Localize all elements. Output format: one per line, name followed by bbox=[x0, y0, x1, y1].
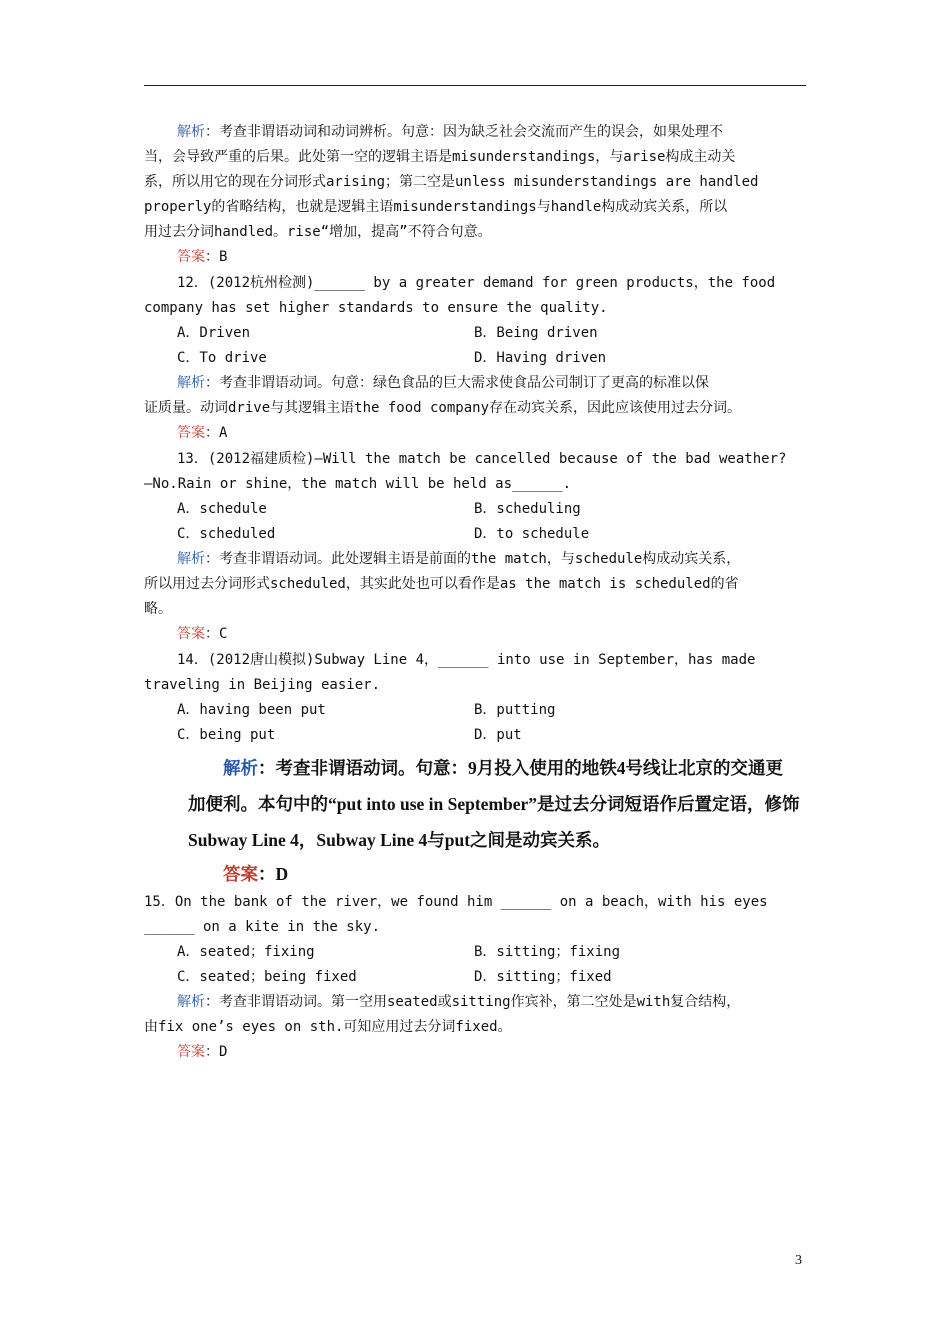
explanation-label: 解析 bbox=[177, 551, 205, 567]
q14-explanation-line-2: 加便利。本句中的“put into use in September”是过去分词短语作后置定语，修饰 bbox=[188, 794, 800, 814]
q14-options-row-1 bbox=[177, 698, 845, 723]
option-c: C．To drive bbox=[177, 350, 267, 366]
q11-explanation-line-2: 当，会导致严重的后果。此处第一空的逻辑主语是misunderstandings，与arise构成主动关 bbox=[144, 149, 736, 165]
q11-explanation-line-1: 解析：考查非谓语动词和动词辨析。句意：因为缺乏社会交流而产生的误会，如果处理不 bbox=[177, 124, 723, 140]
q15-explanation-line-2: 由fix one’s eyes on sth.可知应用过去分词fixed。 bbox=[144, 1019, 512, 1035]
option-b: B．sitting；fixing bbox=[474, 944, 621, 960]
q14-stem-line-2: traveling in Beijing easier. bbox=[144, 677, 381, 693]
option-a: A．seated；fixing bbox=[177, 944, 315, 960]
answer-label: 答案 bbox=[177, 626, 205, 642]
q15-options-row-1 bbox=[177, 940, 845, 965]
option-d: D．to schedule bbox=[474, 526, 590, 542]
q13-options-row-2 bbox=[177, 522, 845, 547]
q13-explanation-line-3: 略。 bbox=[144, 601, 172, 617]
q13-explanation-line-2: 所以用过去分词形式scheduled，其实此处也可以看作是as the match is scheduled的省 bbox=[144, 576, 739, 592]
explanation-label: 解析 bbox=[177, 124, 205, 140]
option-a: A．having been put bbox=[177, 702, 326, 718]
q14-stem-line-1: 14．(2012唐山模拟)Subway Line 4，______ into use in September，has made bbox=[177, 652, 756, 668]
q13-stem-line-2: —No.Rain or shine，the match will be held as______. bbox=[144, 476, 572, 492]
explanation-label: 解析 bbox=[177, 994, 205, 1010]
q15-stem-line-1: 15．On the bank of the river，we found him ______ on a beach，with his eyes bbox=[144, 894, 768, 910]
q15-explanation-line-1: 解析：考查非谓语动词。第一空用seated或sitting作宾补，第二空处是with复合结构， bbox=[177, 994, 741, 1010]
option-c: C．seated；being fixed bbox=[177, 969, 357, 985]
q14-explanation-line-3: Subway Line 4，Subway Line 4与put之间是动宾关系。 bbox=[188, 830, 611, 850]
answer-label: 答案 bbox=[177, 425, 205, 441]
option-b: B．scheduling bbox=[474, 501, 581, 517]
q13-explanation-line-1: 解析：考查非谓语动词。此处逻辑主语是前面的the match，与schedule构成动宾关系， bbox=[177, 551, 741, 567]
answer-label: 答案 bbox=[177, 1044, 205, 1060]
q15-stem-line-2: ______ on a kite in the sky. bbox=[144, 919, 381, 935]
option-c: C．scheduled bbox=[177, 526, 276, 542]
answer-label: 答案 bbox=[177, 249, 205, 265]
option-b: B．putting bbox=[474, 702, 556, 718]
page-number: 3 bbox=[795, 1253, 802, 1268]
q13-options-row-1 bbox=[177, 497, 845, 522]
q14-options-row-2 bbox=[177, 723, 845, 748]
option-b: B．Being driven bbox=[474, 325, 598, 341]
q11-explanation-line-5: 用过去分词handled。rise“增加，提高”不符合句意。 bbox=[144, 224, 492, 240]
q15-answer: 答案：D bbox=[177, 1044, 228, 1060]
q11-explanation-line-3: 系，所以用它的现在分词形式arising；第二空是unless misunderstandings are handled bbox=[144, 174, 759, 190]
q13-answer: 答案：C bbox=[177, 626, 228, 642]
option-d: D．Having driven bbox=[474, 350, 607, 366]
option-d: D．sitting；fixed bbox=[474, 969, 612, 985]
q12-options-row-2 bbox=[177, 346, 845, 371]
q12-options-row-1 bbox=[177, 321, 845, 346]
header-rule bbox=[144, 85, 806, 86]
option-a: A．schedule bbox=[177, 501, 267, 517]
option-d: D．put bbox=[474, 727, 522, 743]
q11-answer: 答案：B bbox=[177, 249, 228, 265]
q14-explanation-line-1: 解析：考查非谓语动词。句意：9月投入使用的地铁4号线让北京的交通更 bbox=[223, 758, 783, 778]
q14-answer: 答案：D bbox=[223, 864, 289, 884]
option-a: A．Driven bbox=[177, 325, 251, 341]
q12-explanation-line-1: 解析：考查非谓语动词。句意：绿色食品的巨大需求使食品公司制订了更高的标准以保 bbox=[177, 375, 709, 391]
q13-stem-line-1: 13．(2012福建质检)—Will the match be cancelled because of the bad weather? bbox=[177, 451, 787, 467]
q15-options-row-2 bbox=[177, 965, 845, 990]
q12-answer: 答案：A bbox=[177, 425, 228, 441]
q12-explanation-line-2: 证质量。动词drive与其逻辑主语the food company存在动宾关系，因此应该使用过去分词。 bbox=[144, 400, 742, 416]
explanation-label: 解析 bbox=[223, 758, 258, 778]
q12-stem-line-2: company has set higher standards to ensure the quality. bbox=[144, 300, 608, 316]
q11-explanation-line-4: properly的省略结构，也就是逻辑主语misunderstandings与handle构成动宾关系，所以 bbox=[144, 199, 728, 215]
answer-label: 答案 bbox=[223, 864, 258, 884]
q12-stem-line-1: 12．(2012杭州检测)______ by a greater demand for green products，the food bbox=[177, 275, 776, 291]
explanation-label: 解析 bbox=[177, 375, 205, 391]
option-c: C．being put bbox=[177, 727, 276, 743]
